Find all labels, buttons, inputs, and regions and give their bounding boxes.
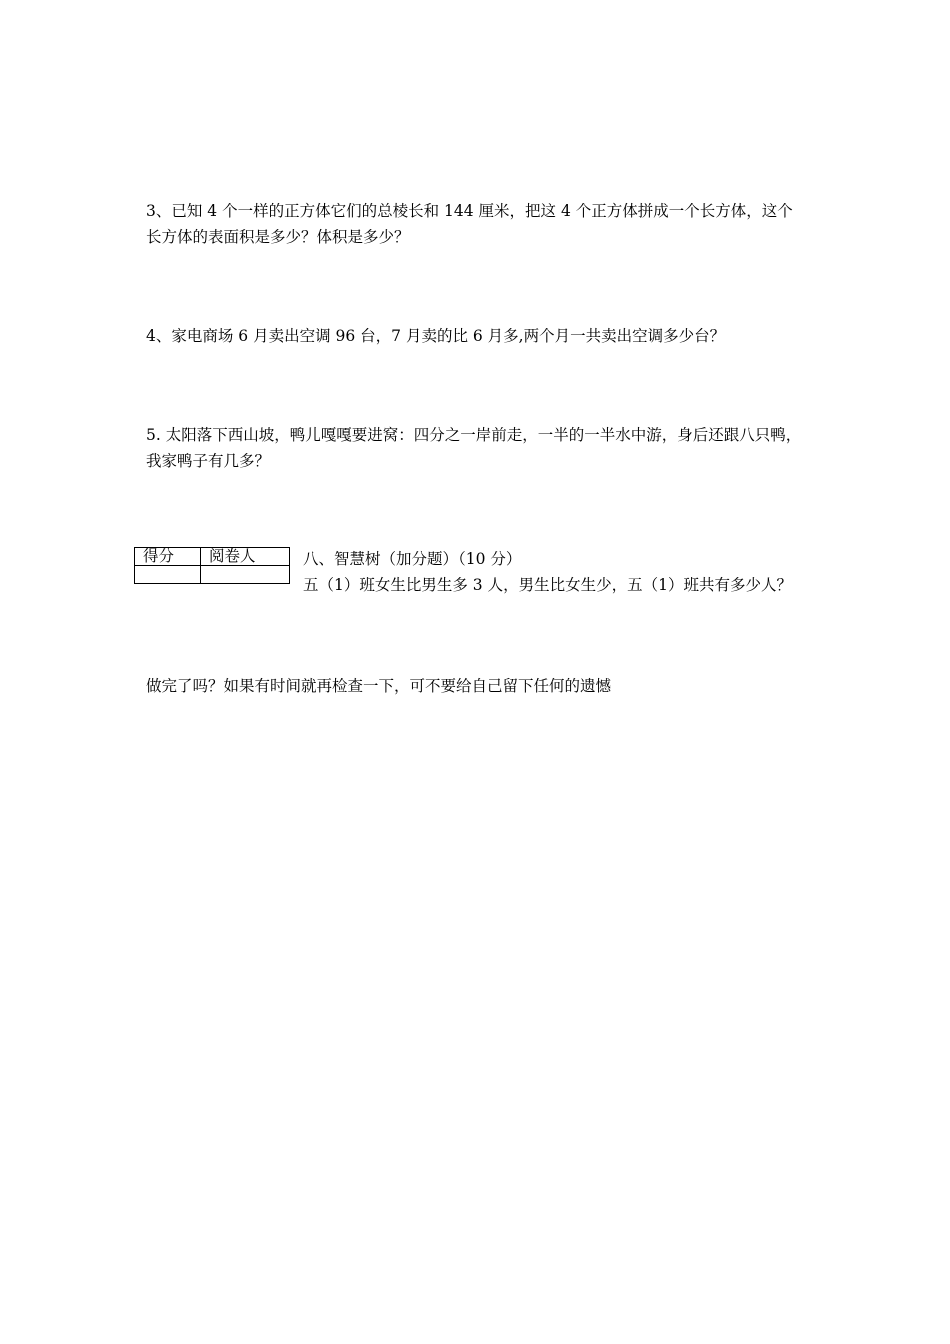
score-table-entry-row	[135, 566, 290, 584]
score-table	[134, 547, 290, 584]
score-header: 得分	[135, 548, 201, 566]
section-8-title: 八、智慧树（加分题）（10 分）	[303, 550, 522, 568]
grader-cell	[201, 566, 290, 584]
question-5-line-1: 5. 太阳落下西山坡，鸭儿嘎嘎要进窝：四分之一岸前走，一半的一半水中游，身后还跟八只鸭，	[146, 426, 802, 444]
question-3-line-2: 长方体的表面积是多少？体积是多少？	[146, 228, 410, 246]
score-cell	[135, 566, 201, 584]
section-8-question: 五（1）班女生比男生多 3 人，男生比女生少，五（1）班共有多少人？	[303, 576, 792, 594]
score-table-header-row	[135, 548, 290, 566]
question-5-line-2: 我家鸭子有几多？	[146, 452, 271, 470]
question-3-line-1: 3、已知 4 个一样的正方体它们的总棱长和 144 厘米，把这 4 个正方体拼成一个长方体，这个	[146, 202, 793, 220]
grader-header: 阅卷人	[201, 548, 290, 566]
question-4-text: 4、家电商场 6 月卖出空调 96 台，7 月卖的比 6 月多,两个月一共卖出空调多少台？	[146, 327, 726, 345]
closing-remark: 做完了吗？如果有时间就再检查一下，可不要给自己留下任何的遗憾	[146, 677, 612, 695]
